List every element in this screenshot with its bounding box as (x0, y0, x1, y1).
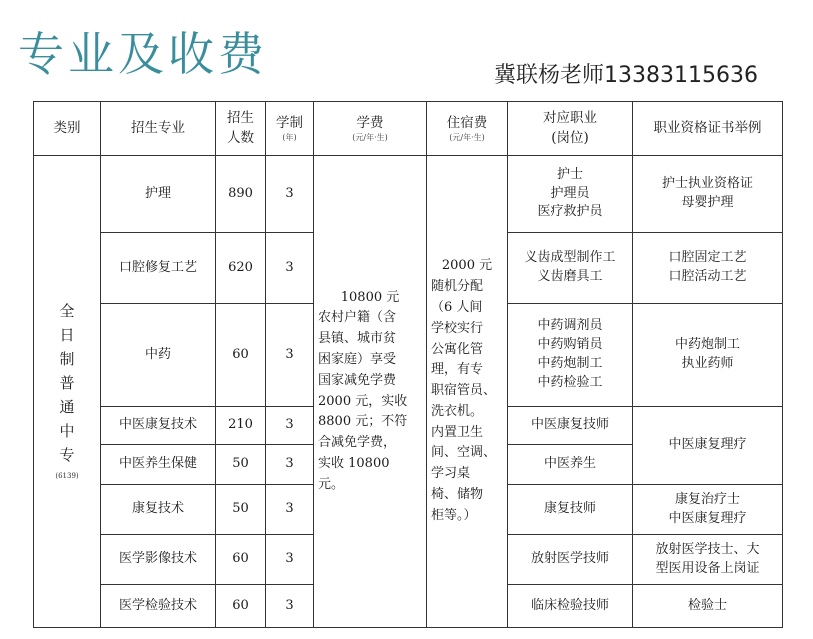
job-cell (508, 407, 633, 445)
header-enroll (216, 102, 266, 156)
cert-cell (633, 535, 783, 585)
cert-line: 康复治疗士 (674, 491, 740, 507)
cert-line: 放射医学技士、大 (655, 541, 760, 557)
job-line: 义齿成型制作工 (524, 250, 616, 266)
enroll-cell: 60 (216, 585, 266, 628)
cert-cell (633, 407, 783, 485)
tuition-cell (314, 156, 427, 628)
dorm-line: 柜等。） (431, 507, 477, 523)
header-duration (266, 102, 314, 156)
header-dorm-unit: (元/年·生) (449, 133, 485, 143)
header-duration-label: 学制 (276, 114, 303, 131)
years-cell: 3 (266, 407, 314, 445)
job-cell (508, 233, 633, 304)
tuition-line: 农村户籍（含 (318, 310, 397, 326)
job-cell (508, 535, 633, 585)
tuition-line: 10800 元 (340, 289, 400, 305)
header-job-line1: 对应职业 (543, 109, 597, 126)
job-cell (508, 485, 633, 535)
dorm-line: 间、空调、 (431, 445, 497, 461)
enroll-cell: 890 (216, 156, 266, 233)
tuition-line: 实收 10800 (318, 455, 390, 471)
years-cell: 3 (266, 445, 314, 485)
years-cell: 3 (266, 233, 314, 304)
category-char: 通 (59, 397, 75, 416)
category-cell (34, 156, 101, 628)
header-job (508, 102, 633, 156)
job-line: 放射医学技师 (530, 551, 609, 567)
category-char: 普 (59, 373, 75, 392)
job-line: 中药购销员 (537, 337, 603, 353)
major-cell: 中医养生保健 (101, 445, 216, 485)
years-cell: 3 (266, 535, 314, 585)
category-char: 制 (59, 349, 75, 368)
category-char: 专 (59, 445, 75, 464)
enroll-cell: 60 (216, 304, 266, 407)
dorm-line: 职宿管员、 (431, 383, 497, 399)
enroll-cell: 210 (216, 407, 266, 445)
job-line: 中药检验工 (537, 374, 603, 390)
dorm-line: 理，有专 (431, 362, 484, 378)
header-row (34, 102, 783, 156)
years-cell: 3 (266, 156, 314, 233)
header-dorm (427, 102, 508, 156)
major-cell: 中医康复技术 (101, 407, 216, 445)
cert-line: 口腔活动工艺 (668, 269, 747, 284)
page-title: 专业及收费 (18, 27, 268, 81)
job-cell (508, 156, 633, 233)
cert-line: 母婴护理 (681, 195, 734, 210)
cert-line: 中医康复理疗 (668, 437, 747, 453)
header-dorm-label: 住宿费 (446, 114, 488, 131)
dorm-line: 洗衣机。 (431, 403, 484, 419)
job-line: 康复技师 (543, 501, 596, 517)
dorm-line: 随机分配 (431, 279, 484, 295)
cert-cell (633, 485, 783, 535)
cert-line: 中医康复理疗 (668, 510, 747, 526)
major-cell: 医学检验技术 (101, 585, 216, 628)
tuition-line: 元。 (318, 476, 345, 492)
enroll-cell: 50 (216, 485, 266, 535)
cert-cell (633, 156, 783, 233)
contact-info: 冀联杨老师13383115636 (494, 63, 758, 88)
header-duration-unit: (年) (282, 133, 297, 143)
major-cell: 中药 (101, 304, 216, 407)
tuition-line: 合减免学费， (318, 435, 397, 451)
job-cell (508, 445, 633, 485)
major-cell: 医学影像技术 (101, 535, 216, 585)
category-char: 日 (59, 325, 75, 344)
header-category: 类别 (34, 102, 101, 156)
job-line: 临床检验技师 (530, 597, 609, 613)
job-line: 中药调剂员 (537, 318, 603, 334)
dorm-line: 学校实行 (431, 320, 484, 336)
category-code: (6139) (55, 471, 79, 480)
years-cell: 3 (266, 304, 314, 407)
dorm-line: 椅、储物 (431, 487, 484, 503)
years-cell: 3 (266, 585, 314, 628)
job-cell (508, 585, 633, 628)
tuition-line: 8800 元；不符 (318, 414, 408, 430)
job-line: 中医康复技师 (530, 417, 609, 433)
job-line: 护理员 (550, 185, 590, 201)
enroll-cell: 50 (216, 445, 266, 485)
dorm-line: 学习桌 (431, 466, 471, 482)
dorm-cell (427, 156, 508, 628)
job-line: 医疗救护员 (537, 204, 603, 220)
job-cell (508, 304, 633, 407)
major-cell: 康复技术 (101, 485, 216, 535)
cert-cell (633, 233, 783, 304)
years-cell: 3 (266, 485, 314, 535)
table-row (34, 156, 783, 233)
category-char: 全 (59, 301, 75, 320)
cert-line: 检验士 (687, 597, 727, 613)
header-tuition-unit: (元/年·生) (352, 133, 388, 143)
cert-line: 型医用设备上岗证 (655, 560, 760, 576)
category-vertical-text (55, 299, 78, 482)
major-cell: 口腔修复工艺 (101, 233, 216, 304)
header-tuition (314, 102, 427, 156)
tuition-line: 国家减免学费 (318, 372, 397, 388)
major-cell: 护理 (101, 156, 216, 233)
header-enroll-line1: 招生 (227, 109, 254, 126)
header-tuition-label: 学费 (356, 114, 384, 131)
job-line: 义齿磨具工 (537, 269, 603, 284)
dorm-line: 内置卫生 (431, 424, 484, 440)
header-cert: 职业资格证书举例 (633, 102, 783, 156)
dorm-line: 2000 元 (441, 258, 493, 274)
cert-cell (633, 304, 783, 407)
cert-line: 口腔固定工艺 (668, 250, 747, 266)
cert-line: 护士执业资格证 (661, 176, 753, 192)
job-line: 护士 (556, 166, 583, 182)
category-char: 中 (59, 421, 75, 440)
tuition-line: 2000 元，实收 (318, 393, 408, 409)
header-enroll-line2: 人数 (227, 129, 254, 146)
header-major: 招生专业 (101, 102, 216, 156)
job-line: 中药炮制工 (537, 356, 603, 371)
header-job-line2: (岗位) (551, 129, 589, 146)
enroll-cell: 620 (216, 233, 266, 304)
program-fee-table (33, 101, 783, 628)
dorm-line: 公寓化管 (431, 341, 484, 357)
tuition-line: 县镇、城市贫 (318, 331, 397, 347)
dorm-line: （6 人间 (431, 299, 483, 315)
job-line: 中医养生 (543, 456, 596, 472)
cert-cell (633, 585, 783, 628)
cert-line: 执业药师 (681, 356, 734, 371)
enroll-cell: 60 (216, 535, 266, 585)
cert-line: 中药炮制工 (674, 337, 740, 353)
tuition-line: 困家庭）享受 (318, 351, 397, 367)
